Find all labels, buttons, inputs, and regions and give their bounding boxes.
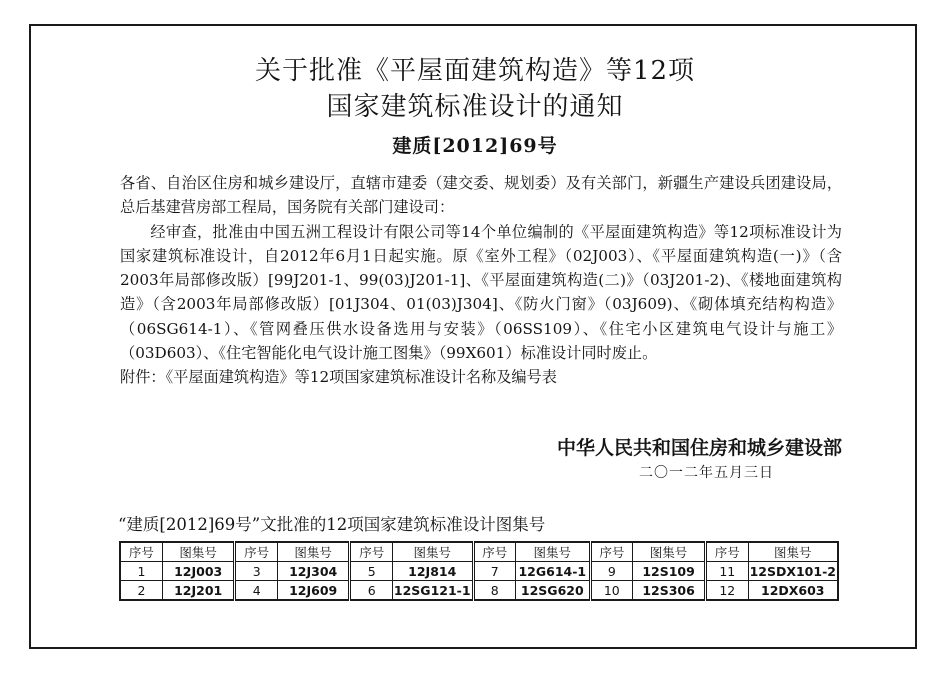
notice-title-line1: 关于批准《平屋面建筑构造》等12项 [254,56,696,86]
atlas-number-table [119,541,839,601]
cell-code: 12SG620 [515,581,590,601]
notice-title-line2: 国家建筑标准设计的通知 [326,92,624,122]
table-row [120,581,838,601]
header-code: 图集号 [392,542,473,562]
header-code: 图集号 [748,542,838,562]
cell-no: 12 [706,581,748,601]
cell-code: 12S109 [633,562,706,581]
cell-no: 1 [120,562,162,581]
header-no: 序号 [473,542,515,562]
cell-no: 8 [473,581,515,601]
cell-no: 3 [235,562,277,581]
cell-code: 12J814 [392,562,473,581]
cell-code: 12DX603 [748,581,838,601]
approval-paragraph: 经审查，批准由中国五洲工程设计有限公司等14个单位编制的《平屋面建筑构造》等12项标准设计为国家建筑标准设计，自2012年6月1日起实施。原《室外工程》（02J003）、《平屋面建筑构造(一)》（含2003年局部修改版）[99J201-1、99(03)J201-1]、《平屋面建筑构造(二)》（03J201-2)、《楼地面建筑构造》（含2003年局部修改版）[01J304、01(03)J304]、《防火门窗》（03J609)、《砌体填充结构构造》（06SG614-1）、《管网叠压供水设备选用与安装》（06SS109）、《住宅小区建筑电气设计与施工》（03D603）、《住宅智能化电气设计施工图集》（99X601）标准设计同时废止。 [120,222,842,363]
addressee-paragraph: 各省、自治区住房和城乡建设厅，直辖市建委（建交委、规划委）及有关部门，新疆生产建设兵团建设局，总后基建营房部工程局，国务院有关部门建设司： [120,174,842,217]
attachment-line: 附件：《平屋面建筑构造》等12项国家建筑标准设计名称及编号表 [120,368,557,387]
cell-code: 12J304 [277,562,350,581]
cell-no: 9 [590,562,632,581]
cell-no: 5 [350,562,392,581]
header-code: 图集号 [515,542,590,562]
header-code: 图集号 [633,542,706,562]
cell-no: 11 [706,562,748,581]
header-no: 序号 [590,542,632,562]
table-caption: “建质[2012]69号”文批准的12项国家建筑标准设计图集号 [118,515,546,534]
header-no: 序号 [120,542,162,562]
header-code: 图集号 [162,542,235,562]
cell-code: 12G614-1 [515,562,590,581]
table-row [120,562,838,581]
cell-code: 12SG121-1 [392,581,473,601]
cell-no: 10 [590,581,632,601]
cell-no: 4 [235,581,277,601]
header-no: 序号 [706,542,748,562]
document-number: 建质[2012]69号 [392,135,558,157]
cell-no: 6 [350,581,392,601]
header-no: 序号 [235,542,277,562]
issuer-signature: 中华人民共和国住房和城乡建设部 [556,437,842,459]
cell-code: 12J003 [162,562,235,581]
header-no: 序号 [350,542,392,562]
header-code: 图集号 [277,542,350,562]
table-header-row [120,542,838,562]
issue-date: 二〇一二年五月三日 [639,465,774,481]
cell-no: 7 [473,562,515,581]
notice-body [120,171,842,390]
cell-code: 12J609 [277,581,350,601]
cell-code: 12J201 [162,581,235,601]
cell-no: 2 [120,581,162,601]
cell-code: 12S306 [633,581,706,601]
cell-code: 12SDX101-2 [748,562,838,581]
